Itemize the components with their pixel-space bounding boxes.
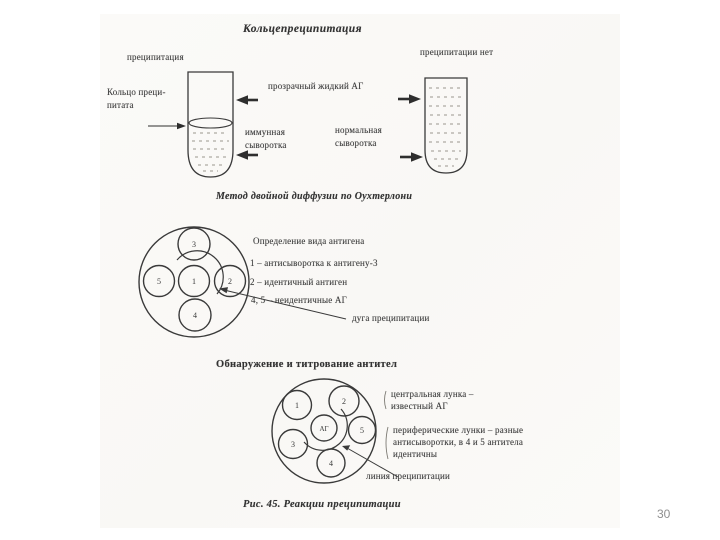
titration-title: Обнаружение и титрование антител	[216, 359, 398, 370]
immune-serum-label-line2: сыворотка	[245, 140, 287, 150]
normal-serum-texture	[429, 88, 463, 166]
well-label-left: 5	[157, 277, 161, 286]
antigen-type-heading: Определение вида антигена	[253, 236, 365, 246]
no-precipitation-label: преципитации нет	[420, 47, 494, 57]
legend-item-2: 2 – идентичный антиген	[250, 277, 348, 287]
ring-pointer-arrowhead	[177, 123, 186, 130]
ouchterlony-well-numbers	[157, 240, 232, 320]
serum-arrow-right-tube	[411, 152, 423, 162]
well-label-right: 2	[228, 277, 232, 286]
well-label-bottom: 4	[193, 311, 197, 320]
antigen-arrow-right-tube	[409, 94, 421, 104]
well-label-3: 3	[291, 440, 295, 449]
figure-caption: Рис. 45. Реакции преципитации	[243, 499, 401, 510]
right-test-tube	[425, 78, 467, 173]
precipitate-ring-label-line2: питата	[107, 100, 134, 110]
precipitation-label: преципитация	[127, 52, 184, 62]
left-test-tube	[188, 72, 233, 177]
well-label-5: 5	[360, 426, 364, 435]
legend-item-3: 4, 5 – неидентичные АГ	[251, 295, 348, 305]
precipitation-arc-label: дуга преципитации	[352, 313, 430, 323]
serum-arrow-left-tube	[236, 150, 248, 160]
ouchterlony-title: Метод двойной диффузии по Оухтерлони	[216, 191, 413, 202]
immune-serum-label-line1: иммунная	[245, 127, 286, 137]
well-label-center: 1	[192, 277, 196, 286]
peripheral-wells-label-line1: периферические лунки – разные	[393, 425, 524, 435]
page-number: 30	[657, 507, 671, 521]
legend-item-1: 1 – антисыворотка к антигену-3	[250, 258, 378, 268]
tube-outline	[188, 72, 233, 177]
normal-serum-label-line2: сыворотка	[335, 138, 377, 148]
peripheral-wells-label-line3: идентичны	[393, 449, 438, 459]
well-label-ag: АГ	[319, 425, 329, 433]
central-well-label-line1: центральная лунка –	[391, 389, 474, 399]
tube-outline	[425, 78, 467, 173]
peripheral-wells-label-line2: антисыворотки, в 4 и 5 антитела	[393, 437, 524, 447]
central-well-label-line2: известный АГ	[391, 401, 448, 411]
central-label-bracket	[385, 391, 387, 409]
clear-antigen-label: прозрачный жидкий АГ	[268, 81, 364, 91]
immune-serum-texture	[192, 133, 229, 171]
well-label-top: 3	[192, 240, 196, 249]
precipitation-line-label: линия преципитации	[366, 471, 450, 481]
well-label-4: 4	[329, 459, 333, 468]
peripheral-label-bracket	[386, 427, 388, 459]
precipitate-ring	[189, 118, 232, 128]
label-brackets	[385, 391, 389, 459]
well-label-2: 2	[342, 397, 346, 406]
well-label-1: 1	[295, 401, 299, 410]
precipitate-ring-label-line1: Кольцо преци-	[107, 87, 166, 97]
antigen-arrow-left-tube	[236, 95, 248, 105]
normal-serum-label-line1: нормальная	[335, 125, 382, 135]
ring-test-title: Кольцепреципитация	[243, 23, 362, 35]
